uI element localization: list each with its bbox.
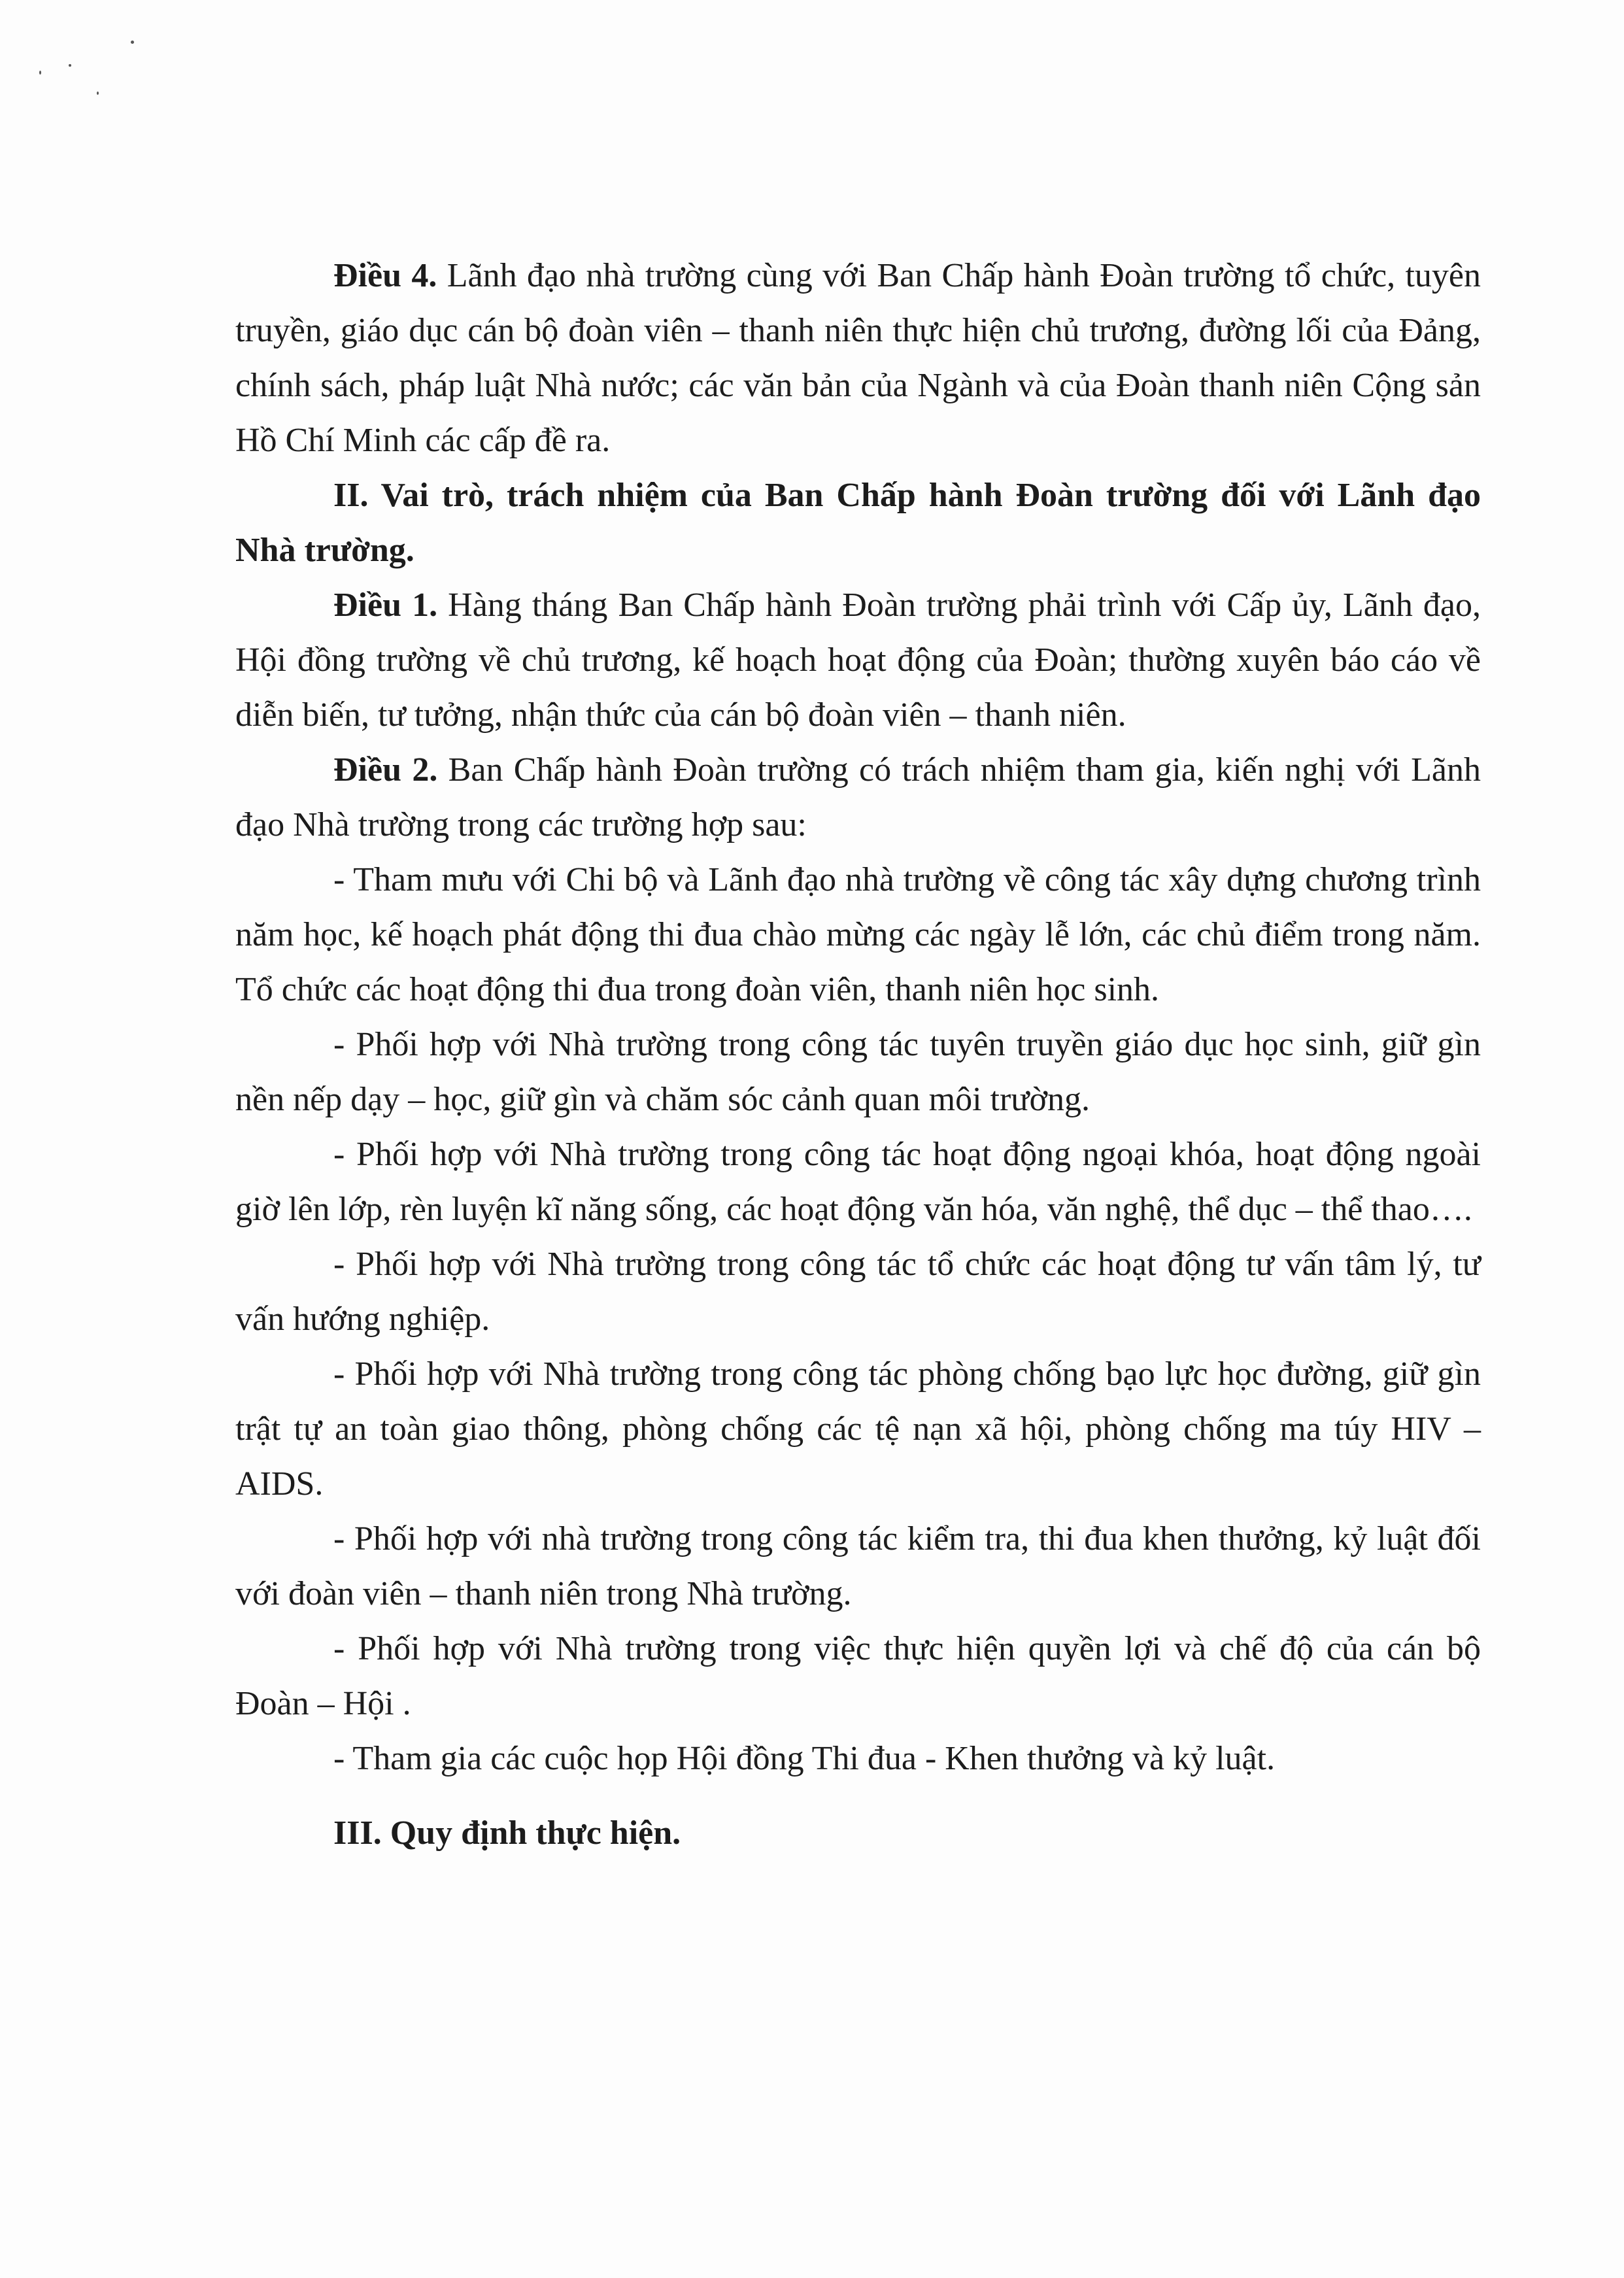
list-item: - Tham gia các cuộc họp Hội đồng Thi đua - Khen thưởng và kỷ luật. — [333, 1740, 1276, 1777]
scan-speck — [131, 41, 134, 44]
section-heading-iii: III. Quy định thực hiện. — [333, 1814, 681, 1852]
article-label: Điều 2. — [333, 751, 438, 789]
scan-speck — [39, 71, 41, 75]
article-2 — [235, 743, 1481, 853]
list-item: - Phối hợp với Nhà trường trong công tác hoạt động ngoại khóa, hoạt động ngoài giờ lên lớp, rèn luyện kĩ năng sống, các hoạt động văn hóa, văn nghệ, thể dục – thể thao…. — [235, 1136, 1481, 1228]
article-text: Ban Chấp hành Đoàn trường có trách nhiệm tham gia, kiến nghị với Lãnh đạo Nhà trường trong các trường hợp sau: — [235, 751, 1481, 843]
document-body — [235, 248, 1481, 1861]
scan-speck — [97, 92, 99, 95]
article-4 — [235, 248, 1481, 468]
article-text: Hàng tháng Ban Chấp hành Đoàn trường phải trình với Cấp ủy, Lãnh đạo, Hội đồng trường về chủ trương, kế hoạch hoạt động của Đoàn; thường xuyên báo cáo về diễn biến, tư tưởng, nhận thức của cán bộ đoàn viên – thanh niên. — [235, 586, 1481, 734]
list-item: - Phối hợp với Nhà trường trong công tác tuyên truyền giáo dục học sinh, giữ gìn nền nếp dạy – học, giữ gìn và chăm sóc cảnh quan môi trường. — [235, 1026, 1481, 1118]
list-item: - Phối hợp với nhà trường trong công tác kiểm tra, thi đua khen thưởng, kỷ luật đối với đoàn viên – thanh niên trong Nhà trường. — [235, 1520, 1481, 1612]
article-label: Điều 1. — [333, 586, 438, 624]
article-1 — [235, 578, 1481, 743]
section-heading-ii: II. Vai trò, trách nhiệm của Ban Chấp hành Đoàn trường đối với Lãnh đạo Nhà trường. — [235, 477, 1481, 569]
list-item: - Tham mưu với Chi bộ và Lãnh đạo nhà trường về công tác xây dựng chương trình năm học, kế hoạch phát động thi đua chào mừng các ngày lễ lớn, các chủ điểm trong năm. Tổ chức các hoạt động thi đua trong đoàn viên, thanh niên học sinh. — [235, 861, 1481, 1008]
article-text: Lãnh đạo nhà trường cùng với Ban Chấp hành Đoàn trường tổ chức, tuyên truyền, giáo dục cán bộ đoàn viên – thanh niên thực hiện chủ trương, đường lối của Đảng, chính sách, pháp luật Nhà nước; các văn bản của Ngành và của Đoàn thanh niên Cộng sản Hồ Chí Minh các cấp đề ra. — [235, 257, 1481, 459]
article-label: Điều 4. — [333, 257, 437, 294]
list-item: - Phối hợp với Nhà trường trong công tác phòng chống bạo lực học đường, giữ gìn trật tự an toàn giao thông, phòng chống các tệ nạn xã hội, phòng chống ma túy HIV – AIDS. — [235, 1355, 1481, 1503]
scan-speck — [69, 64, 71, 67]
list-item: - Phối hợp với Nhà trường trong công tác tổ chức các hoạt động tư vấn tâm lý, tư vấn hướng nghiệp. — [235, 1246, 1481, 1338]
list-item: - Phối hợp với Nhà trường trong việc thực hiện quyền lợi và chế độ của cán bộ Đoàn – Hội . — [235, 1630, 1481, 1722]
